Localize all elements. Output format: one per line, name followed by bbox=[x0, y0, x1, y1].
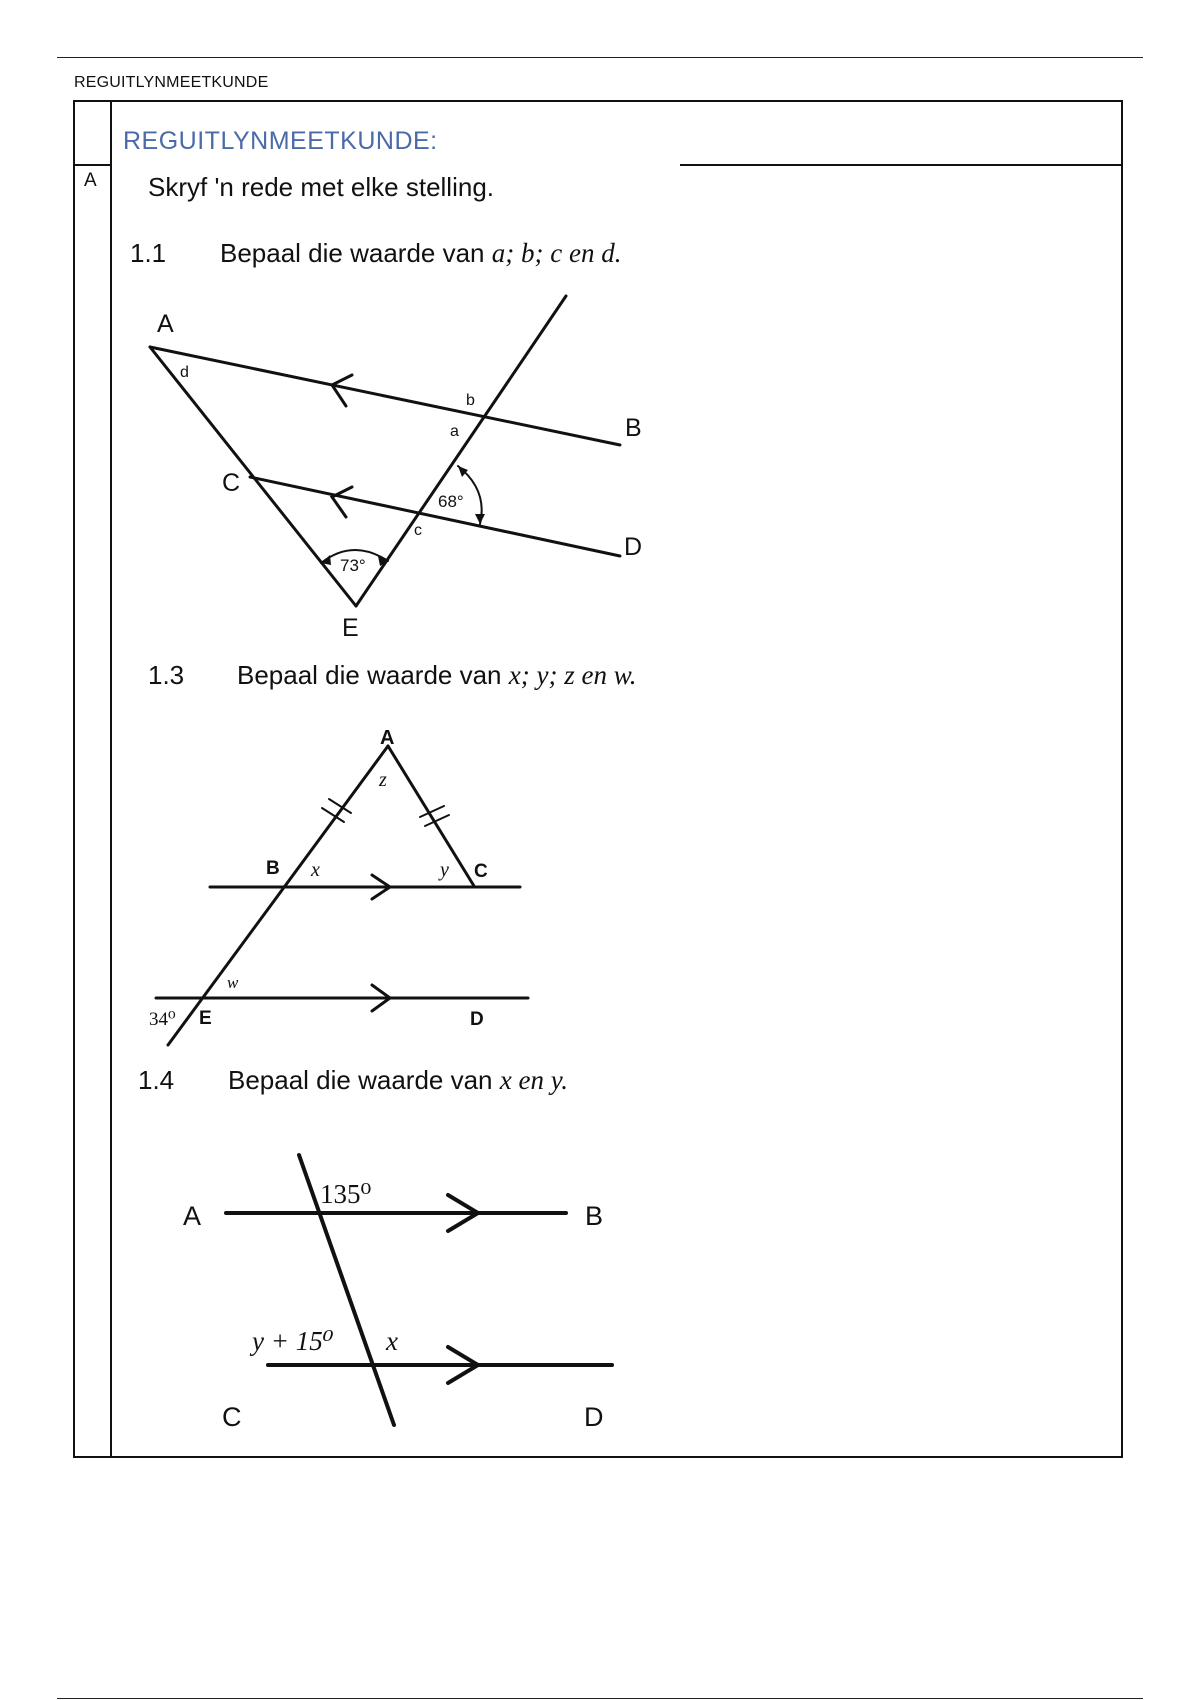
arrow-CD bbox=[332, 487, 352, 517]
arrowhead-68a bbox=[458, 466, 468, 477]
pt-A: A bbox=[157, 310, 174, 338]
pt-C: C bbox=[222, 1402, 242, 1432]
q4-vars: x en y. bbox=[499, 1065, 568, 1095]
angle-73: 73° bbox=[340, 556, 366, 575]
line-AE bbox=[150, 347, 356, 606]
column-divider bbox=[110, 100, 112, 1458]
pt-E: E bbox=[342, 614, 359, 642]
angle-z: z bbox=[379, 769, 387, 791]
section-letter: A bbox=[84, 170, 97, 191]
diagram-1-1 bbox=[130, 285, 650, 642]
pt-B: B bbox=[625, 414, 642, 442]
pt-D: D bbox=[470, 1009, 484, 1030]
q1-number: 1.1 bbox=[130, 238, 167, 268]
angle-x: x bbox=[311, 859, 320, 881]
q4-number: 1.4 bbox=[138, 1065, 175, 1095]
q1-text bbox=[220, 238, 621, 269]
q3-vars: x; y; z en w. bbox=[508, 660, 637, 690]
angle-135: 135⁰ bbox=[320, 1179, 372, 1209]
diagram-1-4 bbox=[170, 1140, 640, 1440]
running-header: REGUITLYNMEETKUNDE bbox=[74, 74, 269, 91]
q4-text bbox=[228, 1065, 568, 1096]
line-AC bbox=[388, 746, 474, 886]
title-divider-left bbox=[73, 164, 110, 166]
pt-B: B bbox=[585, 1201, 604, 1231]
pt-D: D bbox=[584, 1402, 604, 1432]
diagram-1-3 bbox=[140, 720, 540, 1050]
angle-a: a bbox=[450, 423, 459, 440]
angle-y-plus-15: y + 15⁰ bbox=[252, 1326, 334, 1356]
pt-D: D bbox=[624, 533, 643, 561]
angle-b: b bbox=[466, 392, 475, 409]
top-rule bbox=[57, 57, 1143, 58]
angle-68: 68° bbox=[438, 492, 464, 511]
title-divider-right bbox=[680, 164, 1123, 166]
q4-text-main: Bepaal die waarde van bbox=[228, 1065, 500, 1095]
angle-x: x bbox=[386, 1326, 398, 1356]
line-AE-extended bbox=[168, 746, 388, 1045]
pt-A: A bbox=[380, 727, 395, 749]
instruction: Skryf 'n rede met elke stelling. bbox=[148, 172, 494, 202]
angle-34: 34⁰ bbox=[149, 1009, 176, 1030]
pt-C: C bbox=[474, 861, 488, 882]
q3-text bbox=[237, 660, 636, 691]
arrow-AB bbox=[332, 375, 352, 406]
q3-number: 1.3 bbox=[148, 660, 185, 690]
q3-text-main: Bepaal die waarde van bbox=[237, 660, 509, 690]
pt-A: A bbox=[183, 1201, 202, 1231]
line-AB bbox=[150, 347, 620, 445]
pt-E: E bbox=[199, 1008, 212, 1029]
angle-y: y bbox=[440, 859, 449, 881]
bottom-rule bbox=[57, 1698, 1143, 1699]
arrowhead-68b bbox=[475, 514, 485, 524]
angle-c: c bbox=[414, 522, 422, 539]
q1-text-main: Bepaal die waarde van bbox=[220, 238, 492, 268]
pt-C: C bbox=[222, 469, 241, 497]
q1-vars: a; b; c en d. bbox=[491, 238, 622, 268]
angle-d: d bbox=[180, 364, 189, 381]
angle-w: w bbox=[227, 973, 239, 992]
section-title: REGUITLYNMEETKUNDE: bbox=[123, 127, 438, 155]
pt-B: B bbox=[266, 858, 280, 879]
